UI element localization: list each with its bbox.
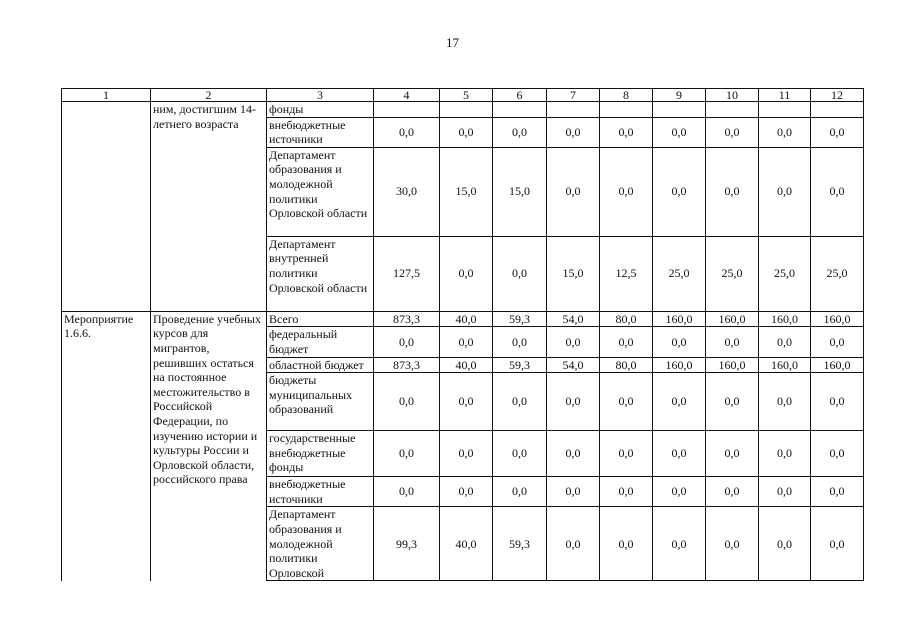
value-cell: 0,0 [653, 431, 706, 477]
value-cell: 0,0 [493, 373, 547, 431]
header-cell: 11 [759, 89, 811, 102]
value-cell: 0,0 [440, 236, 493, 311]
value-cell: 40,0 [440, 357, 493, 373]
value-cell: 160,0 [653, 357, 706, 373]
event-number-cell: Мероприятие 1.6.6. [62, 311, 151, 581]
funding-source-cell: Департамент образования и молодежной политики Орловской [267, 507, 374, 581]
value-cell: 160,0 [811, 357, 864, 373]
value-cell: 0,0 [759, 431, 811, 477]
value-cell: 15,0 [440, 147, 493, 236]
value-cell [759, 102, 811, 118]
value-cell: 54,0 [547, 311, 600, 327]
value-cell: 0,0 [547, 477, 600, 507]
funding-source-cell: федеральный бюджет [267, 327, 374, 357]
funding-source-cell: областной бюджет [267, 357, 374, 373]
funding-source-cell: Департамент образования и молодежной политики Орловской области [267, 147, 374, 236]
value-cell: 40,0 [440, 507, 493, 581]
value-cell: 0,0 [374, 431, 440, 477]
value-cell: 0,0 [706, 373, 759, 431]
funding-source-cell: бюджеты муниципальных образований [267, 373, 374, 431]
value-cell: 0,0 [811, 477, 864, 507]
value-cell: 160,0 [706, 357, 759, 373]
value-cell: 0,0 [653, 117, 706, 147]
value-cell: 12,5 [600, 236, 653, 311]
budget-table [61, 88, 864, 581]
header-cell: 5 [440, 89, 493, 102]
value-cell: 0,0 [706, 507, 759, 581]
value-cell: 0,0 [653, 373, 706, 431]
value-cell: 25,0 [759, 236, 811, 311]
block1-row [62, 102, 864, 118]
value-cell: 0,0 [547, 327, 600, 357]
value-cell: 0,0 [706, 477, 759, 507]
description-cell: Проведение учебных курсов для мигрантов, решивших остаться на постоянное местожительство в Российской Федерации, по изучению истории и культуры России и Орловской области, российского права [151, 311, 267, 581]
value-cell: 25,0 [653, 236, 706, 311]
value-cell: 0,0 [600, 147, 653, 236]
value-cell [600, 102, 653, 118]
value-cell: 0,0 [811, 327, 864, 357]
value-cell: 0,0 [811, 117, 864, 147]
value-cell: 25,0 [811, 236, 864, 311]
header-cell: 10 [706, 89, 759, 102]
value-cell: 0,0 [600, 373, 653, 431]
page-number: 17 [446, 35, 459, 50]
value-cell: 0,0 [706, 431, 759, 477]
value-cell: 0,0 [493, 236, 547, 311]
value-cell: 15,0 [493, 147, 547, 236]
value-cell: 59,3 [493, 507, 547, 581]
header-cell: 7 [547, 89, 600, 102]
value-cell: 0,0 [374, 117, 440, 147]
value-cell: 59,3 [493, 357, 547, 373]
value-cell: 160,0 [759, 357, 811, 373]
value-cell: 0,0 [706, 147, 759, 236]
value-cell: 160,0 [811, 311, 864, 327]
funding-source-cell: Всего [267, 311, 374, 327]
value-cell: 0,0 [440, 477, 493, 507]
value-cell: 40,0 [440, 311, 493, 327]
header-cell: 9 [653, 89, 706, 102]
value-cell: 0,0 [493, 431, 547, 477]
event-number-cell [62, 102, 151, 312]
value-cell: 0,0 [493, 477, 547, 507]
value-cell: 59,3 [493, 311, 547, 327]
block2-row [62, 311, 864, 327]
value-cell: 0,0 [706, 117, 759, 147]
header-cell: 1 [62, 89, 151, 102]
value-cell: 54,0 [547, 357, 600, 373]
value-cell: 0,0 [374, 327, 440, 357]
value-cell: 0,0 [440, 117, 493, 147]
value-cell: 0,0 [759, 373, 811, 431]
value-cell [811, 102, 864, 118]
value-cell: 127,5 [374, 236, 440, 311]
value-cell: 0,0 [706, 327, 759, 357]
value-cell: 0,0 [653, 477, 706, 507]
header-row [62, 89, 864, 102]
value-cell: 0,0 [440, 431, 493, 477]
value-cell: 160,0 [706, 311, 759, 327]
value-cell: 80,0 [600, 357, 653, 373]
value-cell: 0,0 [600, 117, 653, 147]
value-cell: 0,0 [759, 477, 811, 507]
value-cell: 873,3 [374, 357, 440, 373]
value-cell: 0,0 [440, 327, 493, 357]
value-cell: 0,0 [547, 147, 600, 236]
value-cell: 0,0 [547, 373, 600, 431]
value-cell: 0,0 [653, 507, 706, 581]
header-cell: 8 [600, 89, 653, 102]
value-cell [374, 102, 440, 118]
value-cell: 0,0 [811, 373, 864, 431]
value-cell: 0,0 [547, 431, 600, 477]
value-cell: 0,0 [759, 327, 811, 357]
value-cell [547, 102, 600, 118]
header-cell: 3 [267, 89, 374, 102]
value-cell [706, 102, 759, 118]
header-cell: 2 [151, 89, 267, 102]
value-cell: 0,0 [759, 117, 811, 147]
value-cell: 0,0 [759, 147, 811, 236]
funding-source-cell: внебюджетные источники [267, 477, 374, 507]
value-cell [653, 102, 706, 118]
value-cell: 0,0 [547, 117, 600, 147]
value-cell [440, 102, 493, 118]
value-cell: 160,0 [653, 311, 706, 327]
funding-source-cell: государственные внебюджетные фонды [267, 431, 374, 477]
value-cell: 0,0 [374, 477, 440, 507]
value-cell: 25,0 [706, 236, 759, 311]
budget-table-body [62, 89, 864, 581]
header-cell: 6 [493, 89, 547, 102]
funding-source-cell: Департамент внутренней политики Орловской области [267, 236, 374, 311]
funding-source-cell: фонды [267, 102, 374, 118]
value-cell: 0,0 [374, 373, 440, 431]
value-cell: 0,0 [600, 507, 653, 581]
value-cell: 0,0 [600, 477, 653, 507]
value-cell: 0,0 [547, 507, 600, 581]
value-cell [493, 102, 547, 118]
value-cell: 0,0 [759, 507, 811, 581]
value-cell: 0,0 [811, 147, 864, 236]
funding-source-cell: внебюджетные источники [267, 117, 374, 147]
value-cell: 0,0 [653, 327, 706, 357]
value-cell: 0,0 [811, 431, 864, 477]
description-cell: ним, достигшим 14-летнего возраста [151, 102, 267, 312]
value-cell: 0,0 [653, 147, 706, 236]
value-cell: 99,3 [374, 507, 440, 581]
value-cell: 80,0 [600, 311, 653, 327]
value-cell: 0,0 [600, 431, 653, 477]
header-cell: 12 [811, 89, 864, 102]
value-cell: 30,0 [374, 147, 440, 236]
value-cell: 873,3 [374, 311, 440, 327]
value-cell: 0,0 [440, 373, 493, 431]
value-cell: 0,0 [493, 327, 547, 357]
value-cell: 0,0 [493, 117, 547, 147]
header-cell: 4 [374, 89, 440, 102]
value-cell: 0,0 [600, 327, 653, 357]
value-cell: 15,0 [547, 236, 600, 311]
value-cell: 160,0 [759, 311, 811, 327]
value-cell: 0,0 [811, 507, 864, 581]
